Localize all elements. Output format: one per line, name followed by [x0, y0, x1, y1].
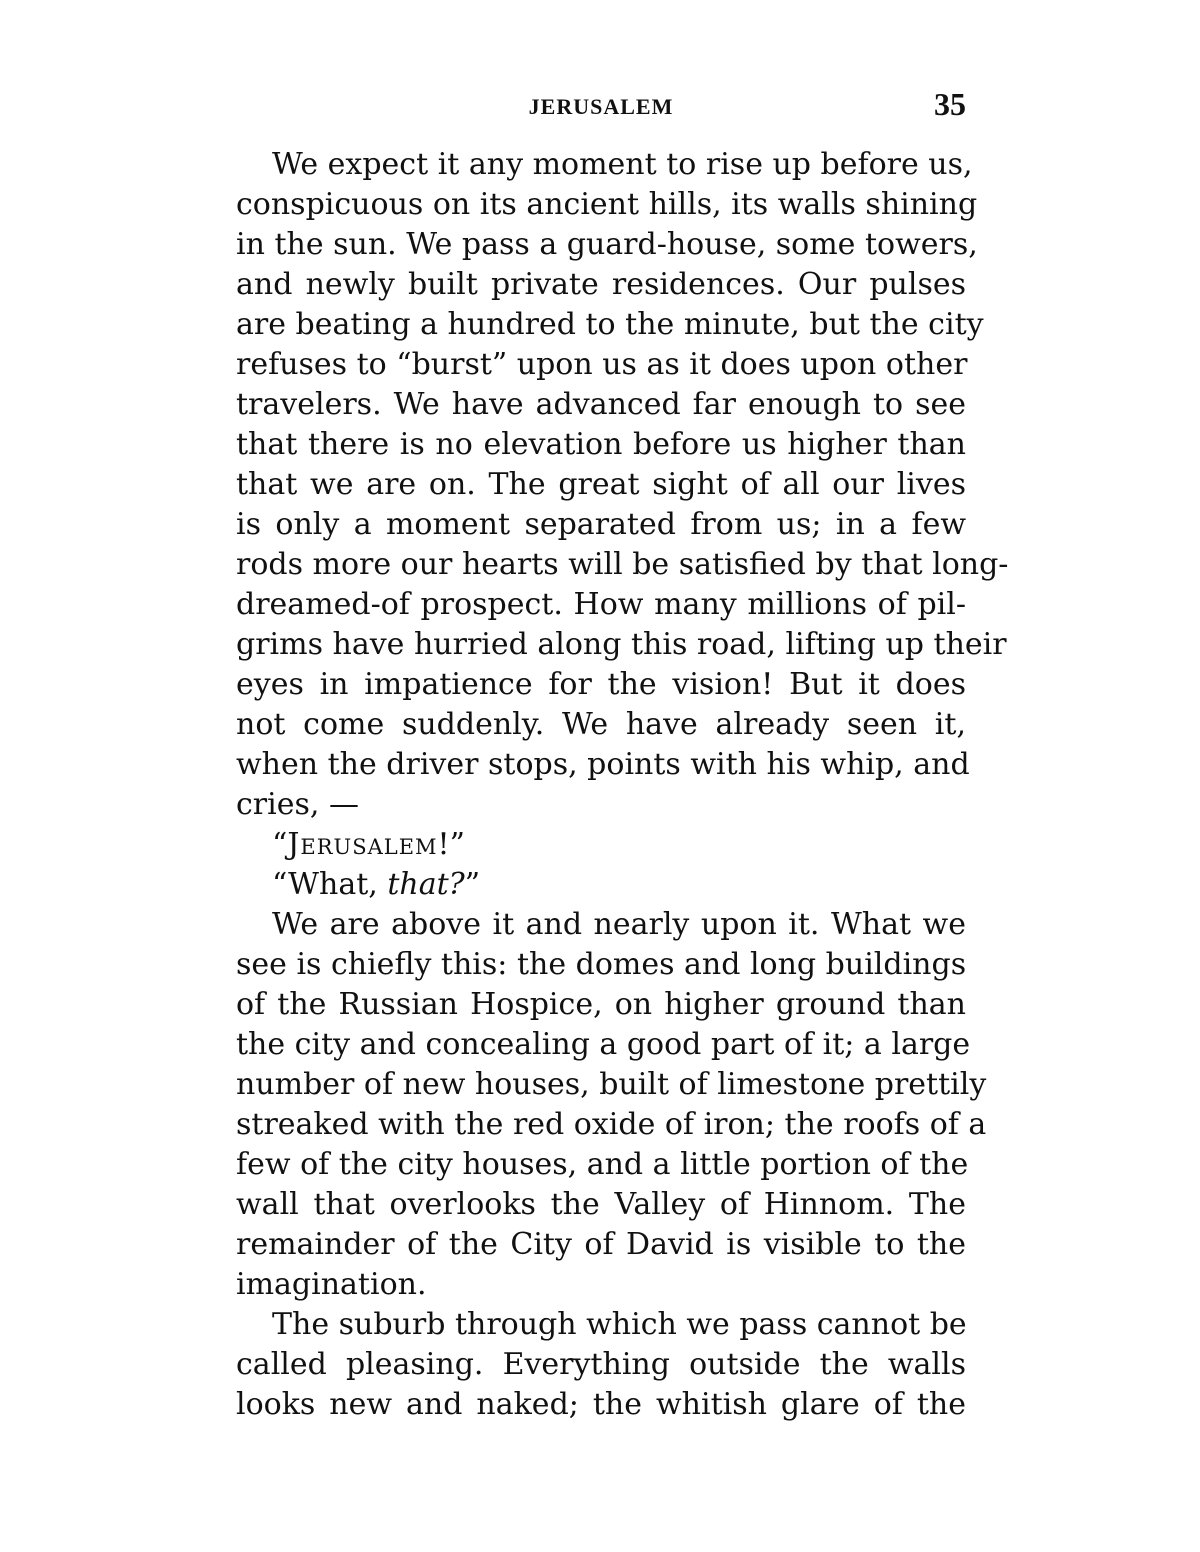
- text-line: conspicuous on its ancient hills, its walls shining: [236, 187, 978, 222]
- question-italic: that?: [387, 867, 465, 902]
- text-line: refuses to “burst” upon us as it does upon other: [236, 347, 968, 382]
- running-title: JERUSALEM: [528, 94, 674, 119]
- text-line: looks new and naked; the whitish glare of the: [236, 1387, 966, 1422]
- page-number: 35: [934, 86, 966, 122]
- text-line: number of new houses, built of limestone prettily: [236, 1067, 987, 1102]
- exclaimed-word: Jerusalem: [287, 827, 438, 862]
- text-line: the city and concealing a good part of it; a large: [236, 1027, 971, 1062]
- text-line: see is chiefly this: the domes and long buildings: [236, 947, 967, 982]
- text-line: rods more our hearts will be satisfied by that long-: [236, 547, 1009, 582]
- text-line: of the Russian Hospice, on higher ground than: [236, 987, 966, 1022]
- open-quote: “: [272, 827, 288, 862]
- text-line: that there is no elevation before us higher than: [236, 427, 966, 462]
- text-line: travelers. We have advanced far enough to see: [236, 387, 966, 422]
- text-line: not come suddenly. We have already seen it,: [236, 707, 966, 742]
- text-line: dreamed-of prospect. How many millions of pil-: [236, 587, 966, 622]
- text-line: cries, —: [236, 787, 359, 822]
- text-line: streaked with the red oxide of iron; the roofs of a: [236, 1107, 987, 1142]
- running-head: [236, 86, 966, 126]
- text-line: remainder of the City of David is visible to the: [236, 1227, 966, 1262]
- text-line: imagination.: [236, 1267, 427, 1302]
- text-line: eyes in impatience for the vision! But it does: [236, 667, 966, 702]
- exclaim-end: !”: [437, 827, 465, 862]
- text-line: are beating a hundred to the minute, but the city: [236, 307, 984, 342]
- question-end: ”: [464, 867, 481, 902]
- text-line: We are above it and nearly upon it. What we: [272, 907, 966, 942]
- text-line: called pleasing. Everything outside the walls: [236, 1347, 966, 1382]
- text-line: in the sun. We pass a guard-house, some towers,: [236, 227, 978, 262]
- text-line: The suburb through which we pass cannot be: [272, 1307, 967, 1342]
- text-line: wall that overlooks the Valley of Hinnom. The: [236, 1187, 966, 1222]
- text-line: when the driver stops, points with his whip, and: [236, 747, 970, 782]
- text-line: few of the city houses, and a little portion of the: [236, 1147, 969, 1182]
- text-line: that we are on. The great sight of all our lives: [236, 467, 966, 502]
- dialogue-exclamation: [236, 825, 966, 865]
- text-line: We expect it any moment to rise up before us,: [272, 147, 973, 182]
- dialogue-question: [236, 865, 966, 905]
- question-start: “What,: [272, 867, 388, 902]
- text-line: is only a moment separated from us; in a few: [236, 507, 966, 542]
- text-line: and newly built private residences. Our pulses: [236, 267, 966, 302]
- body-text: [236, 145, 1009, 1425]
- text-line: grims have hurried along this road, lifting up their: [236, 627, 1007, 662]
